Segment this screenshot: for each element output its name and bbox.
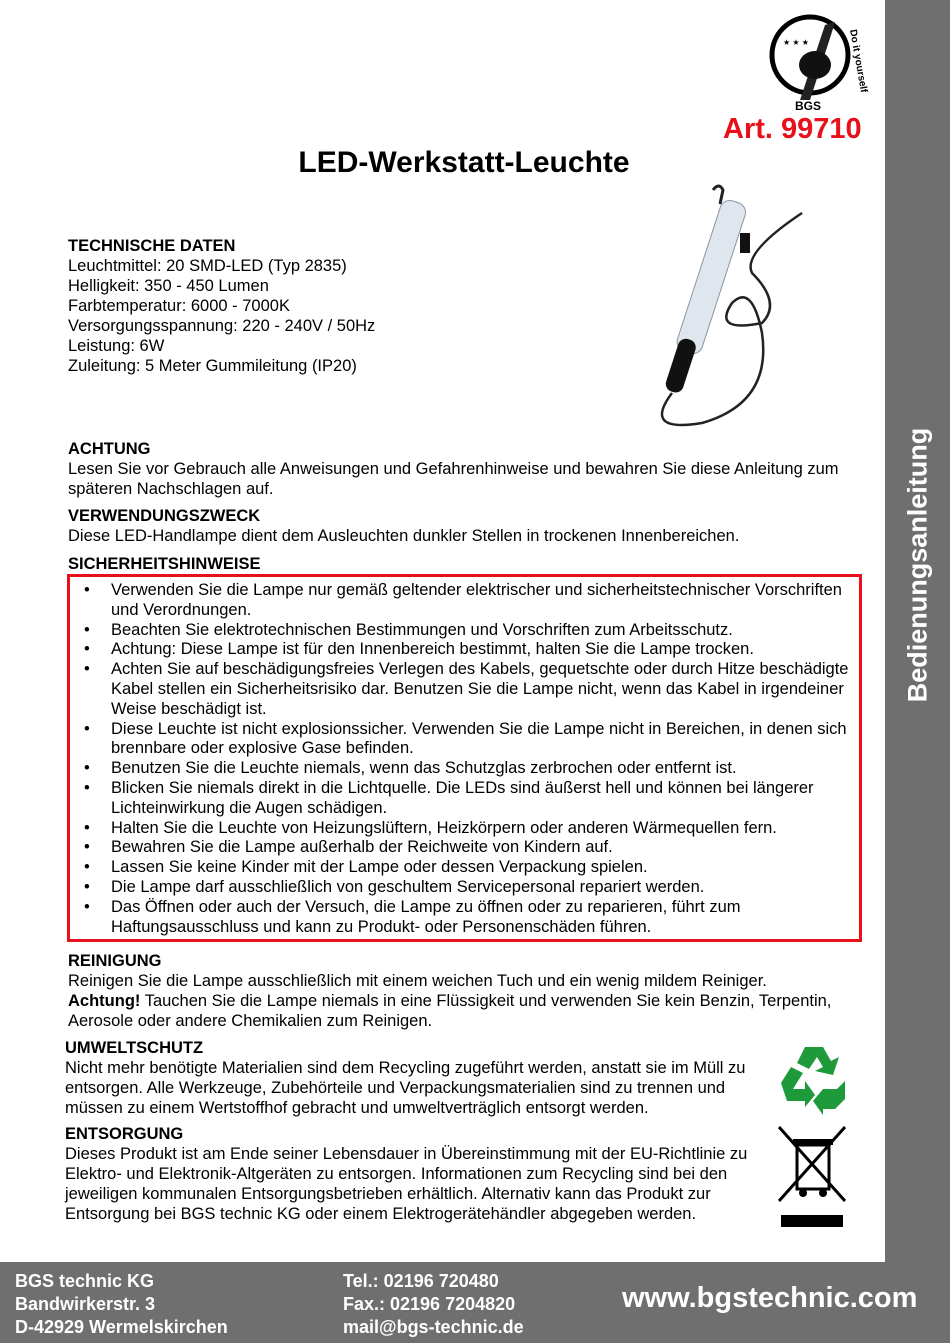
reinigung-warning-text: Tauchen Sie die Lampe niemals in eine Flüssigkeit und verwenden Sie kein Benzin, Terpentin, Aerosole oder andere Chemikalien zum Reinigen. xyxy=(68,992,832,1030)
safety-item: • Lassen Sie keine Kinder mit der Lampe oder dessen Verpackung spielen. xyxy=(70,858,859,878)
safety-heading: SICHERHEITSHINWEISE xyxy=(68,555,261,573)
achtung-heading: ACHTUNG xyxy=(68,440,151,458)
reinigung-section xyxy=(68,951,868,1031)
svg-text:★ ★ ★: ★ ★ ★ xyxy=(783,38,809,47)
safety-item: • Verwenden Sie die Lampe nur gemäß geltender elektrischer und sicherheitstechnischer Vorschriften und Verordnungen. xyxy=(70,581,859,621)
article-number: Art. 99710 xyxy=(723,113,862,145)
bgs-diy-logo xyxy=(765,10,869,115)
footer-tel: Tel.: 02196 720480 xyxy=(343,1271,499,1291)
safety-item: • Blicken Sie niemals direkt in die Lichtquelle. Die LEDs sind äußerst hell und können bei längerer Lichteinwirkung die Augen schädigen. xyxy=(70,779,859,819)
tech-section xyxy=(68,236,375,376)
zweck-section xyxy=(68,506,868,546)
tech-line: Farbtemperatur: 6000 - 7000K xyxy=(68,297,290,315)
tech-heading: TECHNISCHE DATEN xyxy=(68,237,236,255)
umwelt-section xyxy=(65,1038,765,1118)
footer-website-link[interactable]: www.bgstechnic.com xyxy=(622,1282,918,1314)
recycling-icon xyxy=(775,1043,850,1115)
safety-item: • Achtung: Diese Lampe ist für den Innenbereich bestimmt, halten Sie die Lampe trocken. xyxy=(70,640,859,660)
safety-item: • Die Lampe darf ausschließlich von geschultem Servicepersonal repariert werden. xyxy=(70,878,859,898)
zweck-heading: VERWENDUNGSZWECK xyxy=(68,507,261,525)
safety-item: • Diese Leuchte ist nicht explosionssicher. Verwenden Sie die Lampe nicht in Bereichen, in denen sich brennbare oder explosive Gase befinden. xyxy=(70,720,859,760)
footer-mail-link[interactable]: mail@bgs-technic.de xyxy=(343,1317,524,1337)
safety-box xyxy=(67,574,862,942)
side-band xyxy=(885,0,950,1262)
safety-item: • Achten Sie auf beschädigungsfreies Verlegen des Kabels, gequetschte oder durch Hitze beschädigte Kabel stellen ein Sicherheitsrisiko dar. Benutzen Sie die Lampe nicht, wenn das Kabel in irgendeiner Weise beschädigt ist. xyxy=(70,660,859,719)
safety-item: • Bewahren Sie die Lampe außerhalb der Reichweite von Kindern auf. xyxy=(70,838,859,858)
footer-street: Bandwirkerstr. 3 xyxy=(15,1294,156,1314)
weee-bin-icon xyxy=(775,1123,850,1229)
reinigung-warning: Achtung! xyxy=(68,992,141,1010)
footer-company: BGS technic KG xyxy=(15,1271,155,1291)
umwelt-text: Nicht mehr benötigte Materialien sind dem Recycling zugeführt werden, anstatt sie im Müll zu entsorgen. Alle Werkzeuge, Zubehörteile und Verpackungsmaterialien sind zu trennen und müssen zu einem Wertstoffhof gebracht und umweltverträglich entsorgt werden. xyxy=(65,1059,746,1117)
footer-fax: Fax.: 02196 7204820 xyxy=(343,1294,516,1314)
footer-city: D-42929 Wermelskirchen xyxy=(15,1317,228,1337)
reinigung-heading: REINIGUNG xyxy=(68,952,162,970)
tech-line: Leuchtmittel: 20 SMD-LED (Typ 2835) xyxy=(68,257,347,275)
safety-item: • Halten Sie die Leuchte von Heizungslüftern, Heizkörpern oder anderen Wärmequellen fern. xyxy=(70,819,859,839)
zweck-text: Diese LED-Handlampe dient dem Ausleuchten dunkler Stellen in trockenen Innenbereichen. xyxy=(68,527,740,545)
safety-item: • Benutzen Sie die Leuchte niemals, wenn das Schutzglas zerbrochen oder entfernt ist. xyxy=(70,759,859,779)
footer xyxy=(0,1262,950,1343)
achtung-section xyxy=(68,439,868,499)
entsorgung-text: Dieses Produkt ist am Ende seiner Lebensdauer in Übereinstimmung mit der EU-Richtlinie zu Elektro- und Elektronik-Altgeräten zu entsorgen. Informationen zum Recycling sind bei den jeweiligen kommunalen Entsorgungsbetrieben erhältlich. Alternativ kann das Produkt zur Entsorgung bei BGS technic KG oder einem Elektrogerätehändler abgegeben werden. xyxy=(65,1145,748,1223)
svg-text:Do it yourself: Do it yourself xyxy=(847,28,869,94)
page-title: LED-Werkstatt-Leuchte xyxy=(298,146,630,179)
tech-line: Helligkeit: 350 - 450 Lumen xyxy=(68,277,269,295)
achtung-text: Lesen Sie vor Gebrauch alle Anweisungen und Gefahrenhinweise und bewahren Sie diese Anleitung zum späteren Nachschlagen auf. xyxy=(68,460,839,498)
safety-item: • Beachten Sie elektrotechnischen Bestimmungen und Vorschriften zum Arbeitsschutz. xyxy=(70,621,859,641)
entsorgung-section xyxy=(65,1124,765,1224)
svg-text:BGS: BGS xyxy=(795,99,822,113)
tech-line: Leistung: 6W xyxy=(68,337,165,355)
reinigung-text: Reinigen Sie die Lampe ausschließlich mit einem weichen Tuch und ein wenig mildem Reiniger. xyxy=(68,972,767,990)
tech-line: Versorgungsspannung: 220 - 240V / 50Hz xyxy=(68,317,376,335)
umwelt-heading: UMWELTSCHUTZ xyxy=(65,1039,204,1057)
entsorgung-heading: ENTSORGUNG xyxy=(65,1125,184,1143)
safety-item: • Das Öffnen oder auch der Versuch, die Lampe zu öffnen oder zu reparieren, führt zum Haftungsausschluss und kann zu Produkt- oder Personenschäden führen. xyxy=(70,898,859,938)
product-image-lamp xyxy=(580,178,780,430)
side-label: Bedienungsanleitung xyxy=(902,427,932,703)
tech-line: Zuleitung: 5 Meter Gummileitung (IP20) xyxy=(68,357,357,375)
